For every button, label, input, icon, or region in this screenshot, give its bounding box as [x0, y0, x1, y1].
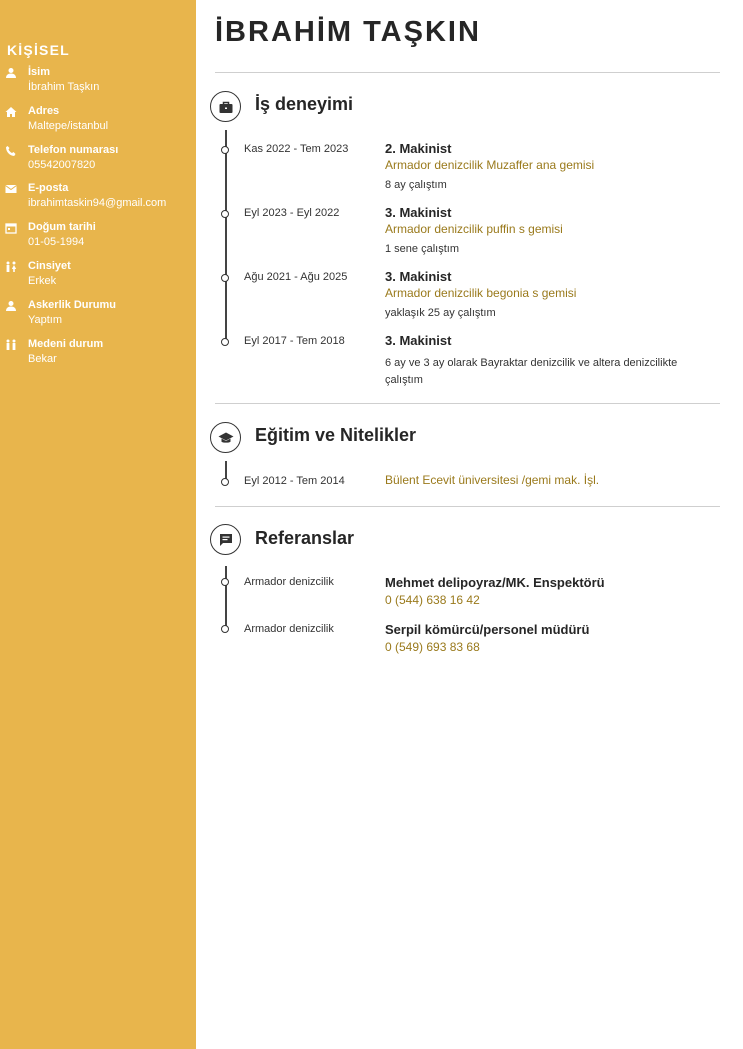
- section-title-experience: İş deneyimi: [255, 94, 354, 114]
- gender-icon: [5, 261, 17, 273]
- entry-organization: Armador denizcilik puffin s gemisi: [385, 222, 563, 236]
- reference-phone: 0 (549) 693 83 68: [385, 640, 480, 654]
- page-title: İBRAHİM TAŞKIN: [215, 16, 481, 48]
- person-icon: [5, 300, 17, 312]
- entry-date: Eyl 2012 - Tem 2014: [244, 475, 345, 487]
- timeline-line: [225, 130, 227, 345]
- home-icon: [5, 106, 17, 118]
- personal-item-address: [0, 104, 196, 143]
- email-icon: [5, 183, 17, 195]
- couple-icon: [5, 339, 17, 351]
- timeline-line: [225, 566, 227, 632]
- personal-value: Bekar: [28, 352, 57, 365]
- entry-date: Eyl 2017 - Tem 2018: [244, 335, 345, 347]
- personal-label: Askerlik Durumu: [28, 298, 117, 311]
- section-title-education: Eğitim ve Nitelikler: [255, 425, 417, 445]
- personal-item-phone: [0, 143, 196, 182]
- personal-value: Erkek: [28, 274, 57, 287]
- personal-label: Medeni durum: [28, 337, 104, 350]
- personal-item-birthdate: [0, 220, 196, 259]
- divider: [215, 72, 720, 73]
- reference-person: Mehmet delipoyraz/MK. Enspektörü: [385, 575, 605, 590]
- divider: [215, 403, 720, 404]
- entry-date: Eyl 2023 - Eyl 2022: [244, 207, 340, 219]
- personal-label: Doğum tarihi: [28, 221, 96, 234]
- entry-description: 1 sene çalıştım: [385, 243, 459, 255]
- personal-item-name: [0, 65, 196, 104]
- personal-value: Yaptım: [28, 313, 63, 326]
- chat-icon: [210, 524, 241, 555]
- person-icon: [5, 67, 17, 79]
- entry-organization: Armador denizcilik Muzaffer ana gemisi: [385, 158, 595, 172]
- personal-value: Maltepe/istanbul: [28, 119, 109, 132]
- entry-role: 2. Makinist: [385, 141, 452, 156]
- timeline-dot: [221, 625, 229, 633]
- entry-description: yaklaşık 25 ay çalıştım: [385, 307, 496, 319]
- phone-icon: [5, 145, 17, 157]
- calendar-icon: [5, 222, 17, 234]
- reference-phone: 0 (544) 638 16 42: [385, 593, 480, 607]
- entry-description: 8 ay çalıştım: [385, 179, 447, 191]
- personal-label: Adres: [28, 104, 60, 117]
- reference-company: Armador denizcilik: [244, 576, 334, 588]
- reference-company: Armador denizcilik: [244, 623, 334, 635]
- entry-description: 6 ay ve 3 ay olarak Bayraktar denizcilik ve altera denizcilikte çalıştım: [385, 357, 678, 386]
- personal-label: İsim: [28, 66, 51, 78]
- sidebar-title: KİŞİSEL: [7, 42, 70, 58]
- main-content: [196, 0, 743, 1049]
- entry-date: Ağu 2021 - Ağu 2025: [244, 271, 348, 283]
- personal-item-marital: [0, 337, 196, 376]
- personal-item-gender: [0, 259, 196, 298]
- timeline-dot: [221, 274, 229, 282]
- timeline-dot: [221, 210, 229, 218]
- timeline-dot: [221, 146, 229, 154]
- personal-label: Telefon numarası: [28, 143, 119, 156]
- personal-value: 01-05-1994: [28, 236, 85, 249]
- divider: [215, 506, 720, 507]
- personal-label: E-posta: [28, 182, 69, 195]
- reference-person: Serpil kömürcü/personel müdürü: [385, 622, 590, 637]
- entry-organization: Bülent Ecevit üniversitesi /gemi mak. İşl.: [385, 473, 600, 487]
- timeline-dot: [221, 578, 229, 586]
- timeline-dot: [221, 478, 229, 486]
- personal-item-military: [0, 298, 196, 337]
- personal-value: ibrahimtaskin94@gmail.com: [28, 197, 167, 210]
- entry-role: 3. Makinist: [385, 205, 452, 220]
- personal-value: İbrahim Taşkın: [28, 81, 100, 93]
- section-title-references: Referanslar: [255, 528, 355, 548]
- entry-organization: Armador denizcilik begonia s gemisi: [385, 286, 577, 300]
- personal-item-email: [0, 181, 196, 220]
- entry-role: 3. Makinist: [385, 269, 452, 284]
- entry-role: 3. Makinist: [385, 333, 452, 348]
- personal-label: Cinsiyet: [28, 259, 71, 272]
- sidebar: [0, 0, 196, 1049]
- entry-date: Kas 2022 - Tem 2023: [244, 143, 349, 155]
- briefcase-icon: [210, 91, 241, 122]
- graduation-cap-icon: [210, 422, 241, 453]
- personal-value: 05542007820: [28, 158, 96, 171]
- timeline-dot: [221, 338, 229, 346]
